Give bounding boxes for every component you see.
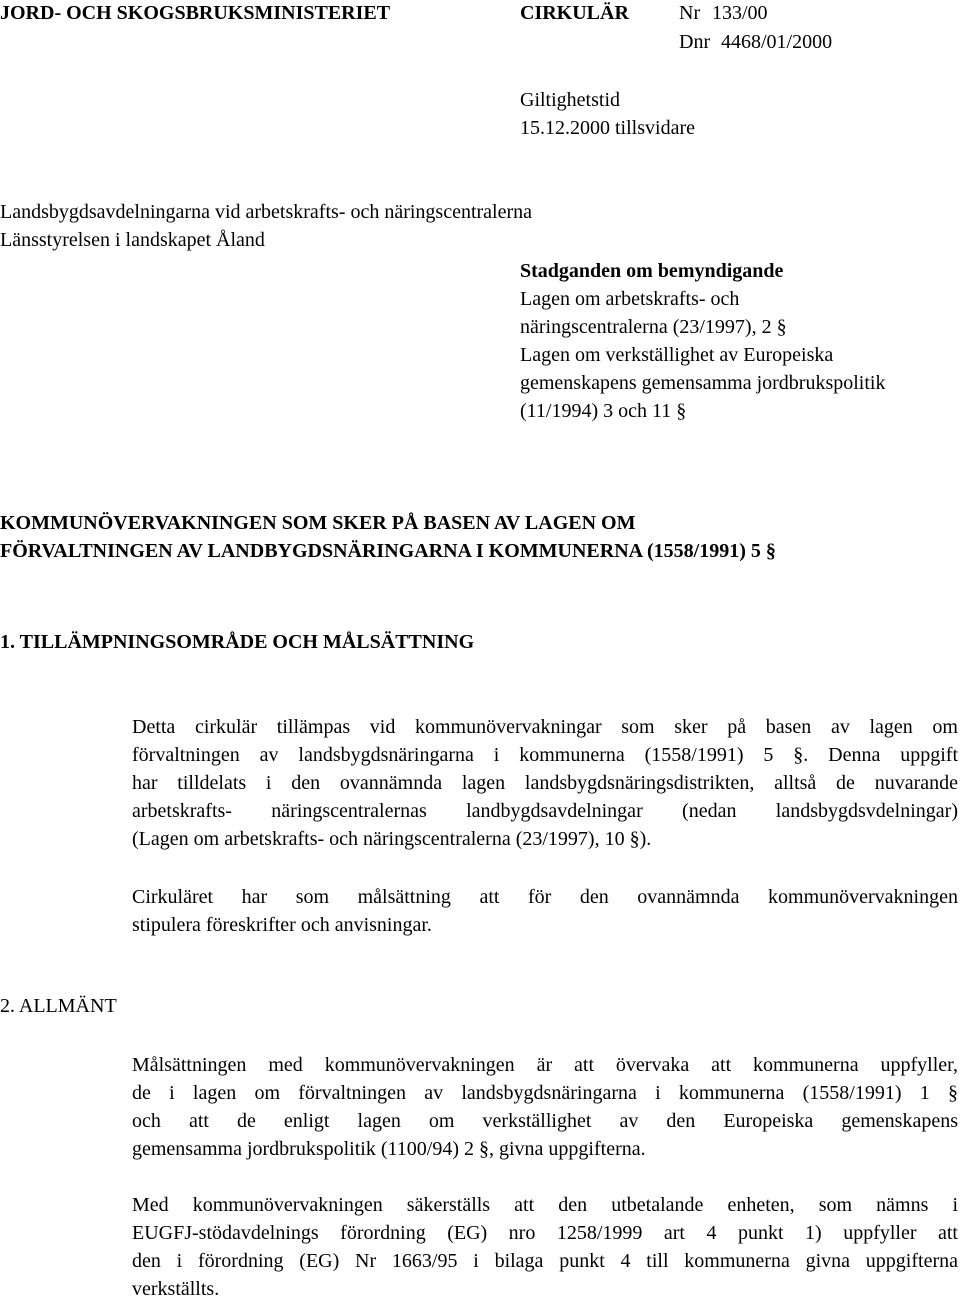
- authority-line: Lagen om arbetskrafts- och: [520, 288, 740, 310]
- diary-number-label: Dnr: [679, 31, 711, 53]
- recipient: Landsbygdsavdelningarna vid arbetskrafts- och näringscentralerna: [0, 201, 533, 223]
- paragraph-line: Cirkuläret har som målsättning att för den ovannämnda kommunövervakningen: [132, 886, 958, 908]
- validity-value: 15.12.2000 tillsvidare: [520, 117, 695, 139]
- paragraph-line: (Lagen om arbetskrafts- och näringscentralerna (23/1997), 10 §).: [132, 828, 652, 850]
- circular-title: [0, 509, 776, 565]
- paragraph-line: Med kommunövervakningen säkerställs att den utbetalande enheten, som nämns i: [132, 1194, 958, 1216]
- section-heading: 2. ALLMÄNT: [0, 995, 117, 1017]
- ministry-name: JORD- OCH SKOGSBRUKSMINISTERIET: [0, 2, 391, 24]
- paragraph-line: den i förordning (EG) Nr 1663/95 i bilaga punkt 4 till kommunerna givna uppgifterna: [132, 1250, 958, 1272]
- section-paragraph: [132, 1191, 958, 1303]
- document-type: CIRKULÄR: [520, 2, 629, 24]
- paragraph-line: EUGFJ-stödavdelnings förordning (EG) nro 1258/1999 art 4 punkt 1) uppfyller att: [132, 1222, 958, 1244]
- title-line: FÖRVALTNINGEN AV LANDBYGDSNÄRINGARNA I KOMMUNERNA (1558/1991) 5 §: [0, 540, 776, 562]
- paragraph-line: förvaltningen av landsbygdsnäringarna i kommunerna (1558/1991) 5 §. Denna uppgift: [132, 744, 958, 766]
- authority-line: näringscentralerna (23/1997), 2 §: [520, 316, 787, 338]
- authority-heading: Stadganden om bemyndigande: [520, 260, 784, 282]
- authority-block: [520, 257, 885, 425]
- authority-line: Lagen om verkställighet av Europeiska: [520, 344, 834, 366]
- section-heading: 1. TILLÄMPNINGSOMRÅDE OCH MÅLSÄTTNING: [0, 631, 475, 653]
- paragraph-line: Målsättningen med kommunövervakningen är att övervaka att kommunerna uppfyller,: [132, 1054, 958, 1076]
- recipient: Länsstyrelsen i landskapet Åland: [0, 229, 265, 251]
- section-paragraph: [132, 1051, 958, 1163]
- paragraph-line: arbetskrafts- näringscentralernas landbygdsavdelningar (nedan landsbygdsvdelningar): [132, 800, 958, 822]
- paragraph-line: de i lagen om förvaltningen av landsbygdsnäringarna i kommunerna (1558/1991) 1 §: [132, 1082, 958, 1104]
- paragraph-line: gemensamma jordbrukspolitik (1100/94) 2 §, givna uppgifterna.: [132, 1138, 646, 1160]
- paragraph-line: och att de enligt lagen om verkställighet av den Europeiska gemenskapens: [132, 1110, 958, 1132]
- paragraph-line: verkställts.: [132, 1278, 220, 1300]
- authority-line: gemenskapens gemensamma jordbrukspolitik: [520, 372, 886, 394]
- paragraph-line: Detta cirkulär tillämpas vid kommunövervakningar som sker på basen av lagen om: [132, 716, 958, 738]
- diary-number-value: 4468/01/2000: [721, 31, 833, 53]
- number-label: Nr: [679, 2, 701, 24]
- paragraph-line: stipulera föreskrifter och anvisningar.: [132, 914, 432, 936]
- section-paragraph: [132, 883, 958, 939]
- number-value: 133/00: [712, 2, 768, 24]
- title-line: KOMMUNÖVERVAKNINGEN SOM SKER PÅ BASEN AV LAGEN OM: [0, 512, 636, 534]
- validity-label: Giltighetstid: [520, 89, 620, 111]
- authority-line: (11/1994) 3 och 11 §: [520, 400, 687, 422]
- section-paragraph: [132, 713, 958, 853]
- paragraph-line: har tilldelats i den ovannämnda lagen landsbygdsnäringsdistrikten, alltså de nuvarande: [132, 772, 958, 794]
